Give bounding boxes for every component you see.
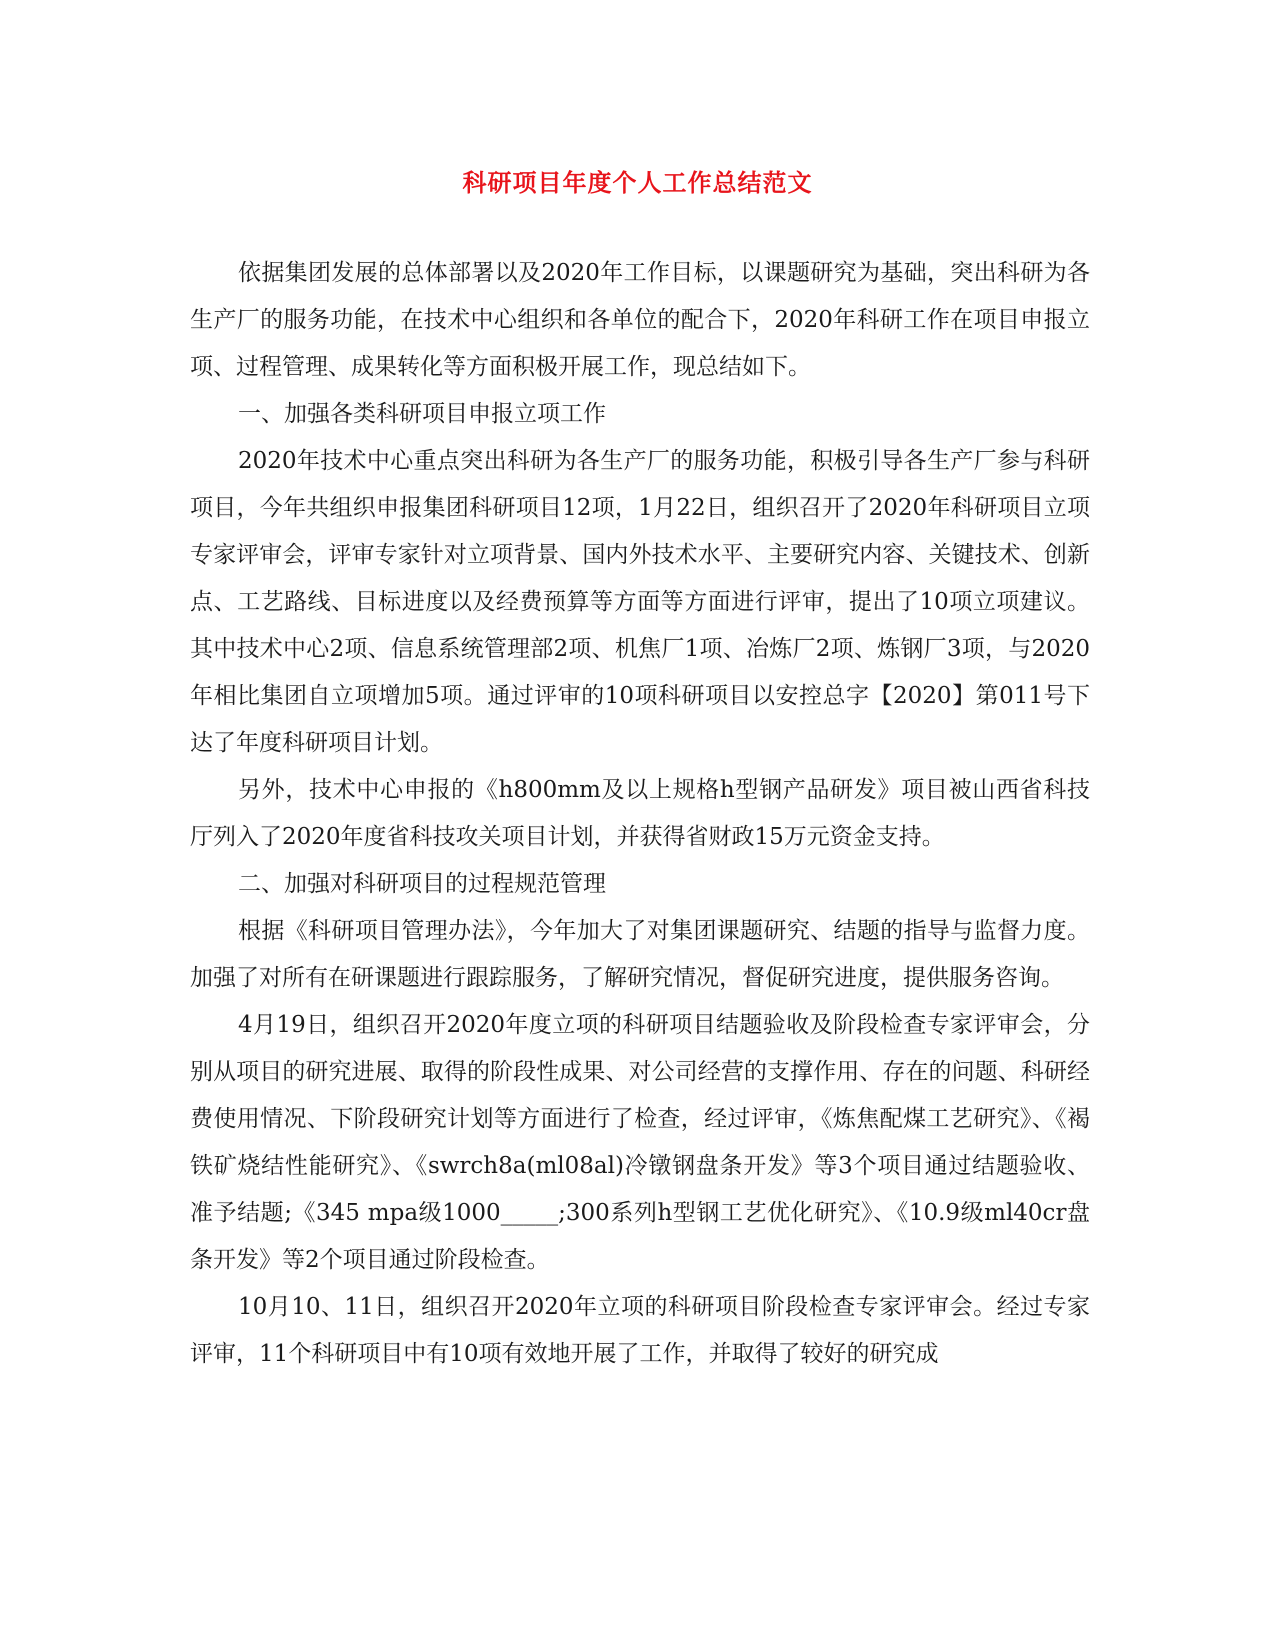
section-heading-2: 二、加强对科研项目的过程规范管理: [238, 871, 606, 897]
section-heading-1: 一、加强各类科研项目申报立项工作: [238, 401, 606, 427]
paragraph-management-measures: 根据《科研项目管理办法》，今年加大了对集团课题研究、结题的指导与监督力度。加强了对所有在研课题进行跟踪服务，了解研究情况，督促研究进度，提供服务咨询。: [190, 918, 1090, 991]
paragraph-intro: 依据集团发展的总体部署以及2020年工作目标，以课题研究为基础，突出科研为各生产厂的服务功能，在技术中心组织和各单位的配合下，2020年科研工作在项目申报立项、过程管理、成果转化等方面积极开展工作，现总结如下。: [190, 260, 1090, 380]
paragraph-october-review: 10月10、11日，组织召开2020年立项的科研项目阶段检查专家评审会。经过专家评审，11个科研项目中有10项有效地开展了工作，并取得了较好的研究成: [190, 1294, 1090, 1367]
document-body: [190, 250, 1090, 1378]
paragraph-project-application: 2020年技术中心重点突出科研为各生产厂的服务功能，积极引导各生产厂参与科研项目，今年共组织申报集团科研项目12项，1月22日，组织召开了2020年科研项目立项专家评审会，评审专家针对立项背景、国内外技术水平、主要研究内容、关键技术、创新点、工艺路线、目标进度以及经费预算等方面等方面进行评审，提出了10项立项建议。其中技术中心2项、信息系统管理部2项、机焦厂1项、冶炼厂2项、炼钢厂3项，与2020年相比集团自立项增加5项。通过评审的10项科研项目以安控总字【2020】第011号下达了年度科研项目计划。: [190, 448, 1090, 756]
document-title: 科研项目年度个人工作总结范文: [462, 169, 813, 197]
paragraph-april-review: 4月19日，组织召开2020年度立项的科研项目结题验收及阶段检查专家评审会，分别从项目的研究进展、取得的阶段性成果、对公司经营的支撑作用、存在的问题、科研经费使用情况、下阶段研究计划等方面进行了检查，经过评审，《炼焦配煤工艺研究》、《褐铁矿烧结性能研究》、《swrch8a(ml08al)冷镦钢盘条开发》等3个项目通过结题验收、准予结题;《345 mpa级1000_____;300系列h型钢工艺优化研究》、《10.9级ml40cr盘条开发》等2个项目通过阶段检查。: [190, 1012, 1090, 1273]
paragraph-provincial-project: 另外，技术中心申报的《h800mm及以上规格h型钢产品研发》项目被山西省科技厅列入了2020年度省科技攻关项目计划，并获得省财政15万元资金支持。: [190, 777, 1090, 850]
